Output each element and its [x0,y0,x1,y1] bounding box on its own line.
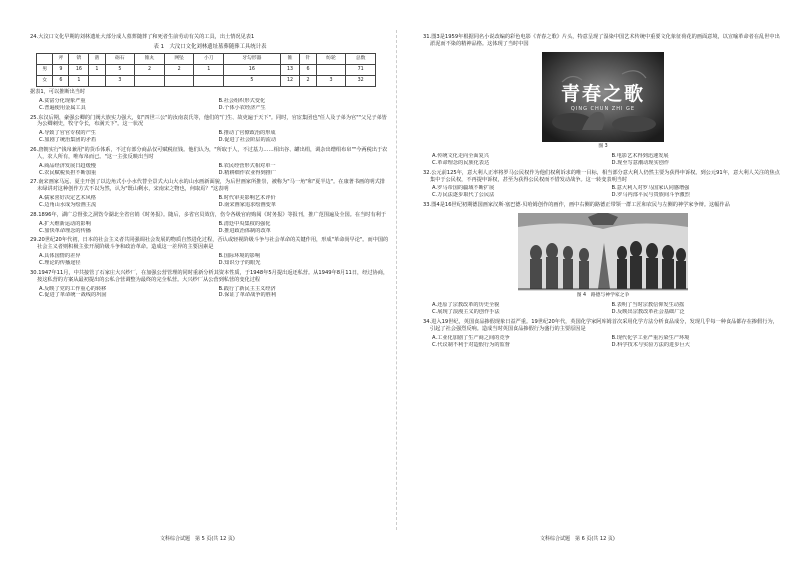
table-header-cell [37,53,53,64]
footer-right-page-number: 文科综合试题 第 6 页(共 12 页) [540,536,615,542]
table-row [37,64,376,75]
table-cell [89,75,105,86]
option-a: A.贫富分化现象严重 [39,97,86,104]
table-header-cell: 斧 [53,53,69,64]
option-d: D.南宋画家追求绘画变革 [218,202,277,209]
table-cell: 2 [164,64,194,75]
question-30-options [39,286,390,300]
option-a: A.商品经济发展日趋缓慢 [39,162,96,169]
option-c: C.加剧了统治集团的矛盾 [39,137,97,144]
option-b: B.农民经营形式相对单一 [218,162,276,169]
question-34-stem: 34.进入19世纪，英国食品掺假现象日益严重。19世纪20年代，英国化学家阿库姆首次采用化学方法分析食品成分，发现几乎每一种食品都存在掺假行为，引起了社会强烈反响。造成当时英国食品掺假行为盛行的主要原因是 [423,319,778,332]
table-header-cell: 针 [300,53,316,64]
table-cell: 6 [300,64,316,75]
question-24-after: 据表1，可以推断出当时 [30,88,86,95]
option-c: C.促进了革命统一战线的巩固 [39,292,107,299]
woodcut-image [518,213,688,291]
option-a: A.导致了官官专权的产生 [39,130,96,137]
question-27-options [39,195,390,209]
option-b: B.推动了官僚政治的形成 [218,130,276,137]
option-b: B.国际环境的影响 [218,253,261,260]
table-header-row [37,53,376,64]
question-28-options [39,221,390,235]
option-c: C.理论的传播途径 [39,260,81,267]
option-b: B.时代审美影响艺术评价 [218,195,276,202]
option-d: D.保证了革命战争的胜利 [218,292,277,299]
option-c: C.边角山水成为绘画主流 [39,202,97,209]
option-d: D.现至写意潮动现实创作 [611,159,670,166]
option-d: D.科学技术与实验方法的进步巨大 [611,341,690,348]
option-b: B.现代化学工业严重污染生产环境 [611,334,690,341]
option-c: C.农民赋税负担不断加重 [39,169,97,176]
table-cell: 9 [53,64,69,75]
option-a: A.反映了党的工作重心的转移 [39,285,107,292]
table-cell: 16 [69,64,89,75]
table-header-cell: 凿 [89,53,105,64]
option-d: D.罗马内部平民与贵族间斗争激烈 [611,192,690,199]
footer-left-page-number: 文科综合试题 第 5 页(共 12 页) [160,536,235,542]
option-c: C.代议制不利于对造假行为的监督 [432,341,510,348]
question-24-options [39,98,390,112]
option-b: B.表明了当时宗教信仰发生动摇 [611,302,685,309]
question-31-options [432,153,783,167]
table-header-cell: 小刀 [194,53,224,64]
right-column [423,34,783,352]
table-cell: 13 [280,64,300,75]
question-34-options [432,335,783,349]
option-d: D.精耕细作农业得到推广 [218,169,277,176]
figure-4-woodcut [518,213,688,291]
table-cell [194,75,224,86]
option-a: A.罗马帝国的疆域不断扩展 [432,185,495,192]
question-24-stem: 24.大汶口文化早期的刘林遗址大部分成人墓葬随葬了和死者生前劳动有关的工具，出土情况见表1 [30,34,255,40]
question-29-stem: 29.20世纪20年代初，日本的社会主义者共同强调社会发展的物质自然进化过程，否认或轻视阶级斗争与社会革命的关键作用，形成"革命尚早论"。而中国的社会主义者则积极主张开展阶级斗争和政治革命。造成这一差异的主要因素是 [30,237,389,251]
option-b: B.意大利人对罗马国家认同感增强 [611,185,690,192]
table-cell: 5 [105,64,135,75]
question-28-stem: 28.1896年，湖广总督张之洞饬令湖北全省官销《时务报》。随后，多省官员效仿，伤令各级官府购阅《时务报》等报刊，推广范围遍及全国。在当时有利于 [30,211,387,218]
option-d: D.知识分子的眼光 [218,260,261,267]
table-cell [164,75,194,86]
option-d: D.促进了社会阶层的流动 [218,137,277,144]
option-d: D.推进政治体制的改革 [218,227,271,234]
table-header-cell: 锥丸 [135,53,165,64]
table-cell [135,75,165,86]
option-c: C.万民法逐步取代了公民法 [432,192,495,199]
question-25-options [39,130,390,144]
figure-3-caption: 图 3 [598,143,608,149]
question-33-stem: 33.图4是16世纪初期德国画家汉斯·塞巴德·贝哈姆创作的画作，画中右侧的路德正带领一群工匠和农民与左侧的神学家争辩。这幅作品 [423,202,730,209]
option-d: D.个体小农经济产生 [218,104,266,111]
option-d: D.反映出宗教改革社会基础广泛 [611,309,685,316]
question-32-stem: 32.公元前125年，意大利人正率将罗马公民权作为他们权利诉求的唯一目标，相当部分意大利人仍然主要为获得申诉权。到公元91年，意大利人关注的焦点集中于公民权，不再提申诉权，甚至为获得公民权而不惜发动战争。这一转变表明当时 [423,169,780,183]
table-cell: 71 [346,64,376,75]
left-column [30,34,390,302]
column-divider [396,30,397,530]
option-c: C.普遍使用金属工具 [39,104,86,111]
table-cell [316,64,346,75]
question-27-stem: 27.南宋画家马远、夏圭开创了以边角式小小水代替全景式大山大水的山水画新面貌，为后世画家所推崇，被称为"马一角"和"夏半边"。在康著书画的明式排未绿讲对这种创作方式不以为然，认为"既山剩水，宋南宋之物也，何取焉？"这表明 [30,179,385,193]
question-26-options [39,163,390,177]
table-cell: 2 [135,64,165,75]
table-cell: 2 [300,75,316,86]
table-cell: 32 [346,75,376,86]
table-cell: 1 [89,64,105,75]
question-29-options [39,253,390,267]
table-1 [36,53,376,87]
table-header-cell: 锛 [69,53,89,64]
option-b: B.践行了新民主主义经济 [218,285,276,292]
table-cell: 女 [37,75,53,86]
question-33-options [432,302,783,316]
table-header-cell: 牙勾形器 [224,53,280,64]
question-32-options [432,185,783,199]
table-cell: 男 [37,64,53,75]
option-c: C.革命理念的民族化表达 [432,159,490,166]
table-cell: 1 [69,75,89,86]
question-31-stem: 31.图3是1959年根据同名小说改编的彩色电影《青春之歌》片头，特意呈现了湿染中国艺术传统中重要文化象征荷花的画面意境，以宣喻革命者在乱世中出淤泥而不染的精神品格。这体现了当时中国 [423,34,780,47]
table-header-cell: 网坠 [164,53,194,64]
option-a: A.具体国情的差异 [39,253,81,260]
option-a: A.工业化加剧了生产商之间的竞争 [432,334,510,341]
option-a: A.传统文化走向全面复兴 [432,153,489,160]
table-header-cell: 总数 [346,53,376,64]
table-cell: 6 [53,75,69,86]
table-1-title: 表 1 大汶口文化刘林遗址墓葬随葬工具统计表 [153,43,267,50]
table-header-cell: 砺石 [105,53,135,64]
table-cell: 12 [280,75,300,86]
option-c: C.展现了浪漫主义的创作手法 [432,309,500,316]
table-header-cell: 纺轮 [316,53,346,64]
table-cell: 1 [194,64,224,75]
option-b: B.社会组织形式变化 [218,97,266,104]
option-a: A.扩大维新运动的影响 [39,220,91,227]
table-row [37,75,376,86]
question-30-stem: 30.1947年11月，中共接管了石家庄大兴纱厂，在加强公营管理的同时重新分析其资本性质，于1948年5月提出返还私营。从1949年8月11日，经过协商，按这私营的方案从最初提出的公私合营调整为最终的完全私营。大兴纱厂从公营到私营的变化过程 [30,269,389,283]
question-25-stem: 25.东汉后期，豪强公卿的门阀大族实力强大，如"四世三公"的汝南袁氏等，他们的"门生、故吏遍于天下"。同时，官宦集团也"任人及子弟为官""父兄子弟皆为公卿刺史，牧守令长，布满天下"。这一状况 [30,114,387,128]
option-a: A.儒家喜好决定艺术风格 [39,195,96,202]
option-b: B.清廷中央集权的强化 [218,220,271,227]
table-cell: 3 [105,75,135,86]
option-b: B.电影艺术得到迅速发展 [611,153,669,160]
figure-3-movie-poster [542,52,664,142]
movie-pinyin-text: QING CHUN ZHI GE [570,105,636,112]
option-c: C.加快革命理念的传播 [39,227,91,234]
question-26-stem: 26.唐朝实行"钱帛兼用"的货币体系，不过有部分商品仅可赋税征钱。他们认为，"所取于人，不过基力……相出谷、罐出绢，调杂出缯绢布帛""今两税出于农人，农人所有，唯布帛而已。"这一主张反映出当时 [30,147,388,160]
table-cell: 3 [316,75,346,86]
movie-title-text: 青春之歌 [560,82,645,105]
table-cell: 5 [224,75,280,86]
figure-4-caption: 图 4 路德与神学家之争 [576,293,630,299]
table-header-cell: 锥 [280,53,300,64]
option-a: A.还原了宗教改革的历史全貌 [432,302,500,309]
table-cell: 16 [224,64,280,75]
